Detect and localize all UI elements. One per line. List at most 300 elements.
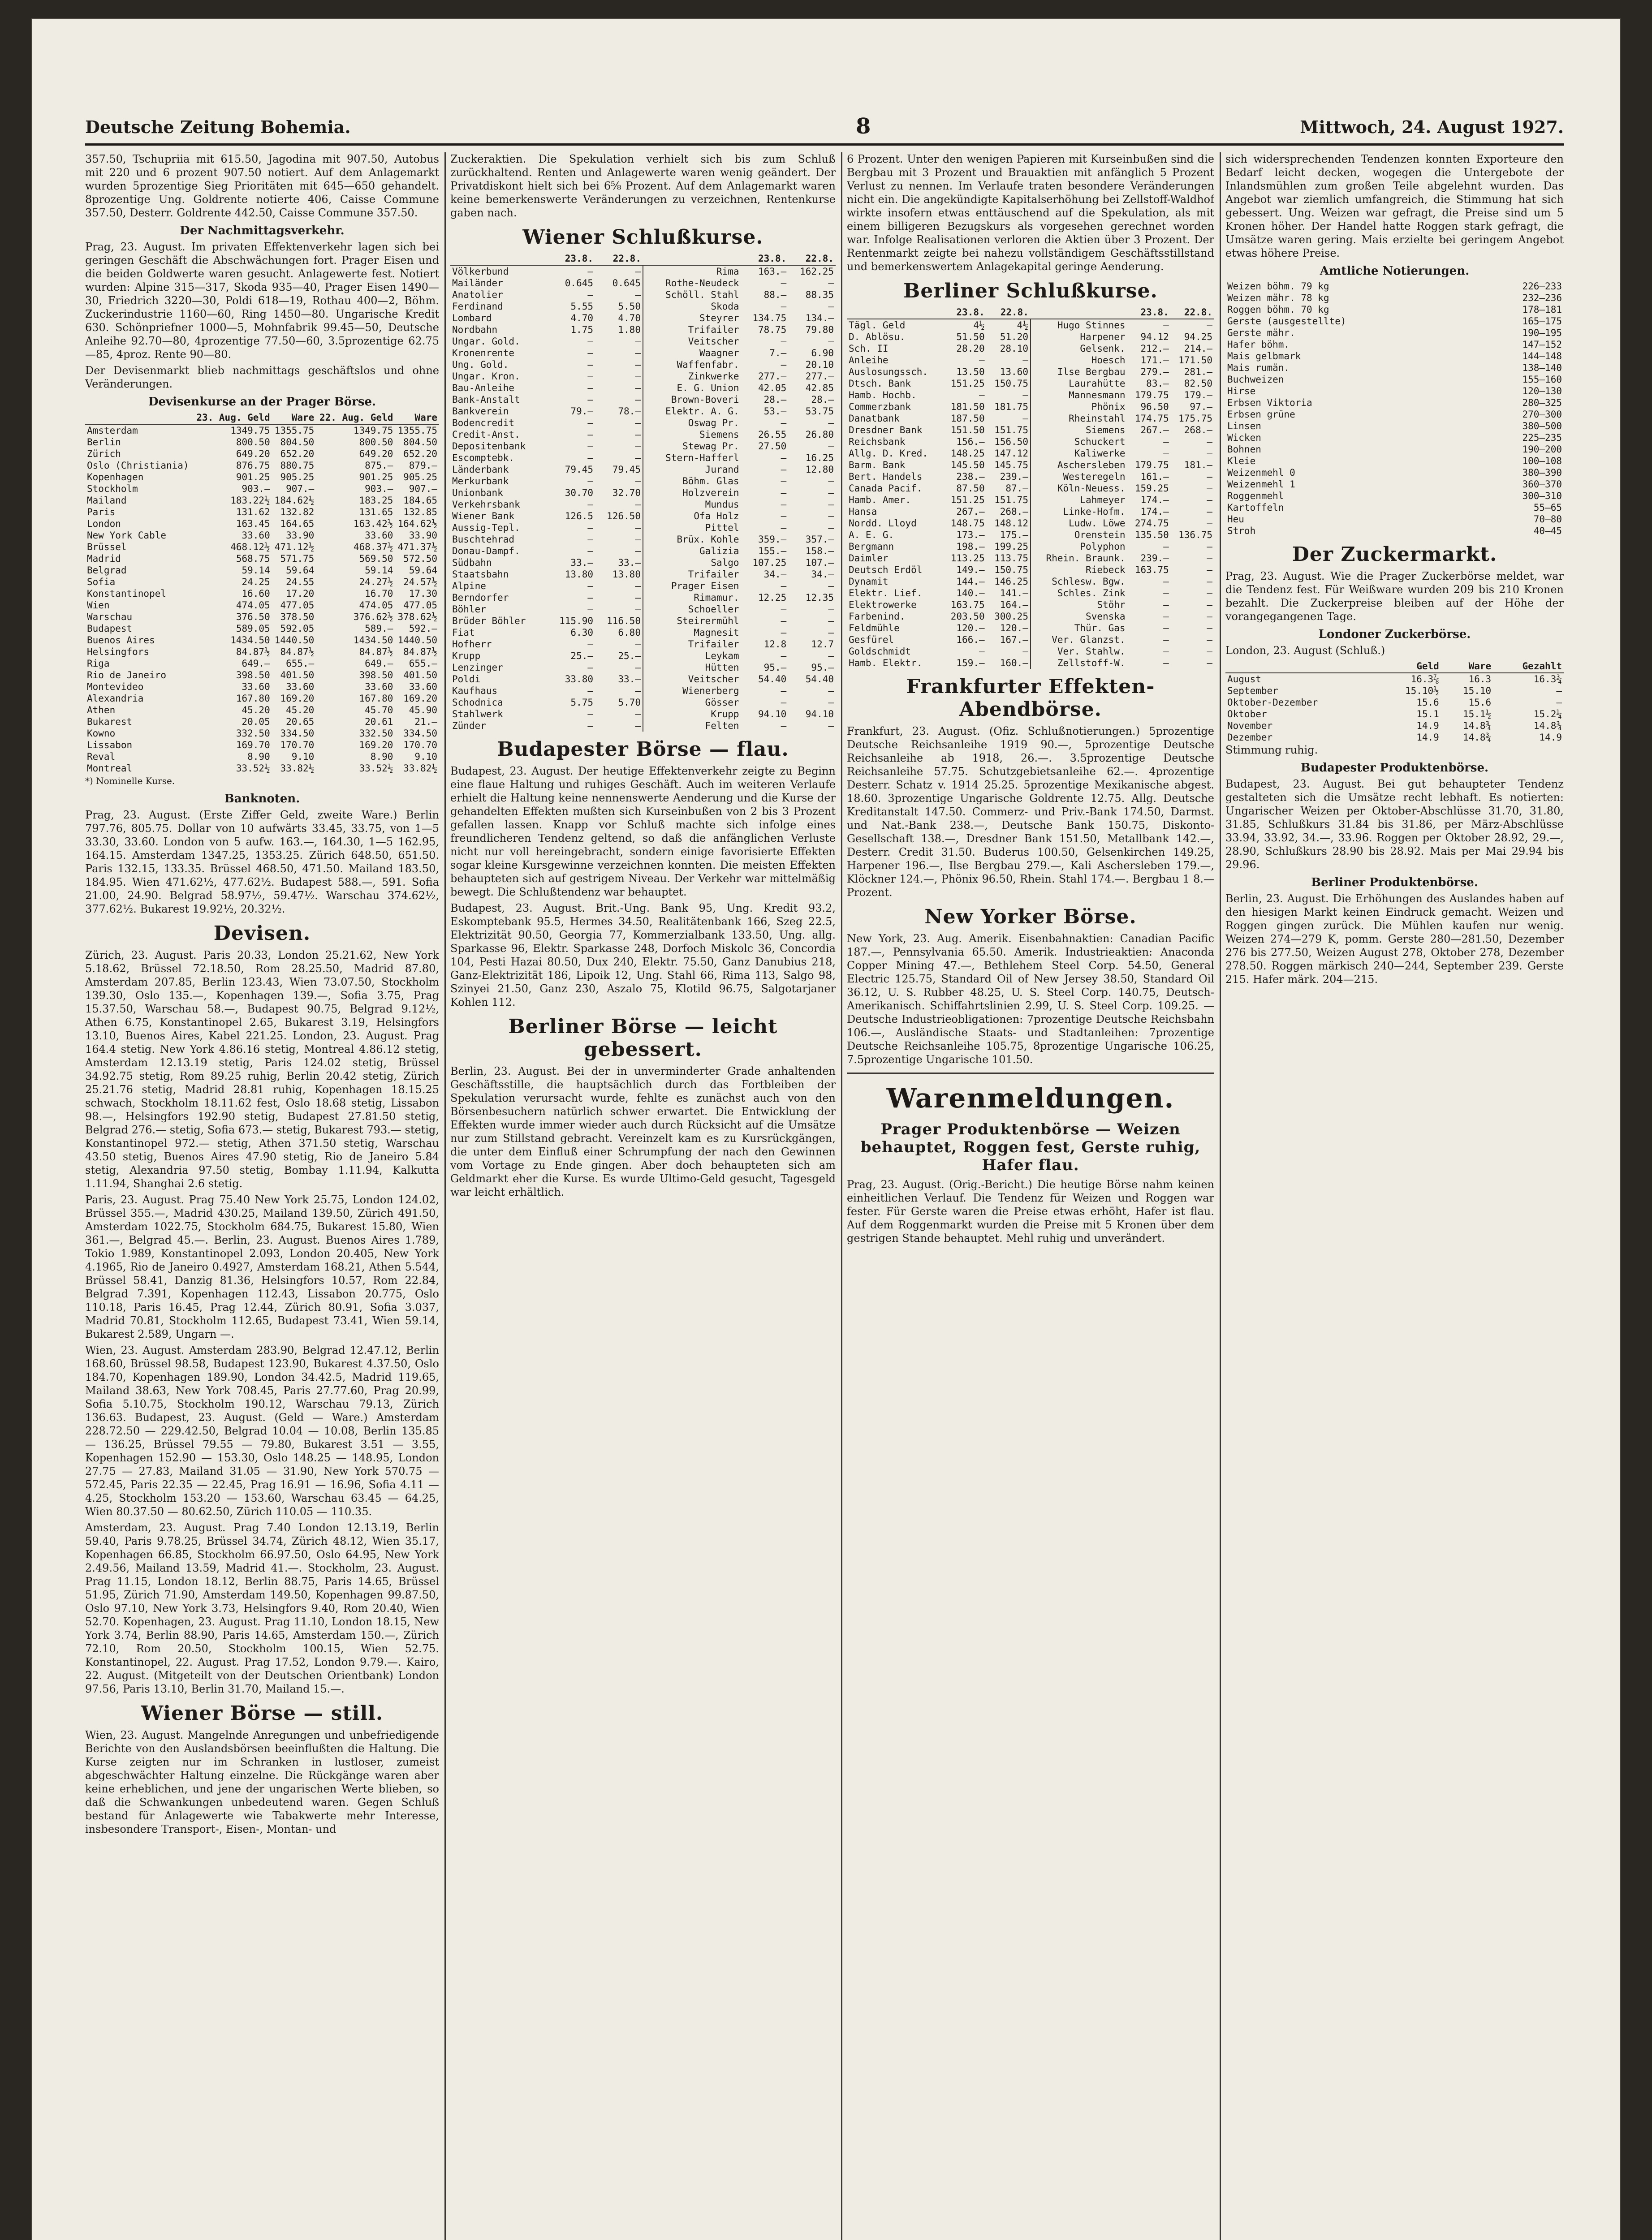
table-header-cell xyxy=(85,411,193,424)
table-row xyxy=(450,603,836,615)
table-cell: November xyxy=(1227,720,1273,731)
table-cell: — xyxy=(635,709,641,719)
article-text: Der Devisenmarkt blieb nachmittags geschäftslos und ohne Veränderungen. xyxy=(85,364,439,390)
table-cell: 232—236 xyxy=(1522,293,1562,303)
table-row xyxy=(450,708,836,720)
table-cell: 14.9 xyxy=(1539,732,1562,743)
table-row xyxy=(847,389,1214,401)
table-cell: 398.50 xyxy=(359,670,393,681)
table-cell: — xyxy=(587,639,593,650)
table-cell: — xyxy=(979,390,985,401)
table-cell: 28.20 xyxy=(956,343,985,354)
table-cell: 113.75 xyxy=(994,553,1028,564)
table-cell: — xyxy=(1207,634,1212,645)
table-cell: — xyxy=(635,522,641,533)
table-cell: 42.05 xyxy=(758,383,787,393)
table-cell: 149.— xyxy=(956,564,985,575)
table-row xyxy=(450,487,836,499)
table-cell: 24.27½ xyxy=(359,577,393,587)
table-cell: 800.50 xyxy=(236,437,270,448)
table-cell: 79.45 xyxy=(612,464,641,475)
table-cell: 131.65 xyxy=(359,507,393,517)
table-cell: — xyxy=(828,581,834,591)
table-cell: Gelsenk. xyxy=(1031,343,1127,354)
table-cell: Westeregeln xyxy=(1031,471,1127,482)
article-text: Amsterdam, 23. August. Prag 7.40 London 12.13.19, Berlin 59.40, Paris 9.78.25, Brüssel 34.74, Zürich 48.12, Wien 35.17, Kopenhagen 66.85, Stockholm 66.97.50, Oslo 64.95, New York 2.49.56, Mailand 13.59, Madrid 41.—. Stockholm, 23. August. Prag 11.15, London 18.12, Berlin 88.75, Paris 14.65, Brüssel 51.95, Zürich 71.90, Amsterdam 149.50, Kopenhagen 99.87.50, Oslo 97.10, New York 3.73, Helsingfors 9.40, Rom 20.40, Wien 52.70. Kopenhagen, 23. August. Prag 11.10, London 18.15, New York 3.74, Berlin 88.90, Paris 14.65, Amsterdam 150.—, Zürich 72.10, Rom 20.50, Stockholm 100.15, Wien 52.75. Konstantinopel, 22. August. Prag 17.52, London 9.79.—. Kairo, 22. August. (Mitgeteilt von der Deutschen Orientbank) London 97.56, Paris 13.10, Berlin 31.70, Mailand 15.—. xyxy=(85,1521,439,1695)
table-cell: — xyxy=(587,418,593,428)
table-row xyxy=(450,650,836,662)
table-cell: 876.75 xyxy=(236,460,270,471)
table-cell: 14.8¾ xyxy=(1462,720,1492,731)
table-header-cell: 22.8. xyxy=(987,306,1031,319)
article-text: Berlin, 23. August. Die Erhöhungen des Auslandes haben auf den hiesigen Markt keinen Eindruck gemacht. Weizen und Roggen gingen zurück. Die Mühlen kaufen nur wenig. Weizen 274—279 K, pomm. Gerste 280—281.50, Dezember 276 bis 277.50, Weizen August 278, Oktober 278, Dezember 278.50. Roggen märkisch 240—244, September 239. Gerste 215. Hafer märk. 204—215. xyxy=(1225,892,1564,986)
table-cell: Galizia xyxy=(643,545,741,557)
column-rule xyxy=(1220,152,1221,2240)
table-cell: Madrid xyxy=(87,553,121,564)
table-cell: — xyxy=(1207,599,1212,610)
table-header-cell: 23. Aug. Geld xyxy=(193,411,272,424)
table-header-cell: 23.8. xyxy=(1127,306,1171,319)
table-cell: 16.70 xyxy=(365,588,393,599)
table-cell: Daimler xyxy=(849,553,889,564)
table-cell: 16.3⅞ xyxy=(1410,674,1439,685)
table-row xyxy=(847,354,1214,366)
table-cell: — xyxy=(1022,646,1028,657)
table-cell: 187.50 xyxy=(950,413,985,424)
masthead xyxy=(85,108,1564,146)
table-cell: 94.10 xyxy=(758,709,787,719)
table-cell: 649.20 xyxy=(359,448,393,459)
table-cell: 4.70 xyxy=(570,313,593,323)
table-cell: 136.75 xyxy=(1178,530,1212,540)
table-cell: 54.40 xyxy=(805,674,834,685)
table-cell: — xyxy=(1163,320,1169,331)
table-cell: — xyxy=(828,650,834,661)
table-cell: 907.— xyxy=(286,483,315,494)
table-cell: — xyxy=(781,720,787,731)
table-cell: Heu xyxy=(1227,514,1244,525)
table-cell: 175.— xyxy=(1000,530,1028,540)
table-cell: Erbsen grüne xyxy=(1227,409,1295,420)
table-cell: — xyxy=(828,604,834,615)
table-cell: 138—140 xyxy=(1522,362,1562,373)
table-cell: — xyxy=(781,604,787,615)
section-heading: Wiener Börse — still. xyxy=(141,1702,384,1725)
table-cell: — xyxy=(635,581,641,591)
table-cell: 134.75 xyxy=(752,313,787,323)
table-cell: Ungar. Gold. xyxy=(452,336,520,347)
table-cell: 100—108 xyxy=(1522,456,1562,466)
section-heading: Prager Produktenbörse — Weizen behauptet, Roggen fest, Gerste ruhig, Hafer flau. xyxy=(860,1120,1201,1174)
table-cell: 107.25 xyxy=(752,557,787,568)
section-heading: Warenmeldungen. xyxy=(886,1083,1175,1114)
table-row xyxy=(85,658,439,669)
table-row xyxy=(847,482,1214,494)
table-cell: 1.80 xyxy=(618,324,641,335)
table-cell: 401.50 xyxy=(280,670,315,681)
table-cell: — xyxy=(1163,576,1169,587)
table-cell: — xyxy=(828,627,834,638)
table-cell: Riga xyxy=(87,658,110,669)
table-cell: Stahlwerk xyxy=(452,709,503,719)
table-header-cell: 23.8. xyxy=(741,252,789,265)
table-row xyxy=(847,587,1214,599)
table-cell: Kleie xyxy=(1227,456,1256,466)
table-cell: 8.90 xyxy=(370,751,393,762)
table-cell: — xyxy=(635,418,641,428)
table-cell: Farbenind. xyxy=(849,611,906,622)
table-cell: — xyxy=(1207,646,1212,657)
table-cell: Unionbank xyxy=(452,487,503,498)
table-cell: 34.— xyxy=(763,569,787,580)
table-cell: 97.— xyxy=(1190,401,1212,412)
table-cell: 477.05 xyxy=(403,600,437,611)
table-row xyxy=(450,382,836,394)
table-row xyxy=(450,592,836,603)
table-cell: Deutsch Erdöl xyxy=(849,564,923,575)
table-cell: 334.50 xyxy=(403,728,437,739)
table-cell: — xyxy=(1207,483,1212,494)
section-heading: Berliner Produktenbörse. xyxy=(1311,876,1478,889)
table-cell: — xyxy=(587,685,593,696)
table-cell: Escomptebk. xyxy=(452,452,515,463)
section-heading: Der Nachmittagsverkehr. xyxy=(180,224,345,237)
column-1 xyxy=(85,152,439,2240)
table-row xyxy=(847,448,1214,459)
table-cell: Oslo (Christiania) xyxy=(87,460,189,471)
table-cell: 179.75 xyxy=(1134,390,1169,401)
table-cell: Schlesw. Bgw. xyxy=(1031,576,1127,587)
table-cell: Linsen xyxy=(1227,421,1261,431)
table-cell: Belgrad xyxy=(87,565,127,576)
table-cell: 84.87½ xyxy=(280,646,315,657)
devisen-table xyxy=(85,411,439,774)
table-row xyxy=(1225,478,1564,490)
table-row xyxy=(847,471,1214,482)
table-cell: — xyxy=(587,429,593,440)
table-row xyxy=(847,331,1214,343)
table-row xyxy=(1225,420,1564,432)
table-cell: 33.90 xyxy=(409,530,437,541)
table-row xyxy=(847,366,1214,378)
table-cell: — xyxy=(1207,588,1212,599)
table-row xyxy=(847,343,1214,354)
table-cell: 879.— xyxy=(409,460,437,471)
section-heading: Berliner Schlußkurse. xyxy=(903,280,1158,302)
table-cell: 146.25 xyxy=(994,576,1028,587)
table-cell: Mailand xyxy=(87,495,127,506)
table-cell: — xyxy=(1207,611,1212,622)
table-cell: 1.75 xyxy=(570,324,593,335)
table-cell: — xyxy=(1556,697,1562,708)
table-cell: 150.75 xyxy=(994,564,1028,575)
table-cell: 1349.75 xyxy=(230,425,270,436)
table-row xyxy=(450,452,836,464)
table-cell: — xyxy=(828,511,834,521)
table-cell: 167.80 xyxy=(359,693,393,704)
table-cell: Lahmeyer xyxy=(1031,494,1127,506)
table-cell: — xyxy=(635,266,641,277)
table-cell: Reichsbank xyxy=(849,436,906,447)
table-cell: 55—65 xyxy=(1533,502,1562,513)
table-cell: 28.10 xyxy=(1000,343,1028,354)
table-cell: Pittel xyxy=(643,522,741,534)
table-cell: Harpener xyxy=(1031,331,1127,343)
table-cell: Tägl. Geld xyxy=(849,320,906,331)
table-cell: Skoda xyxy=(643,301,741,312)
table-row xyxy=(85,669,439,681)
table-cell: 144—148 xyxy=(1522,351,1562,362)
table-cell: 14.9 xyxy=(1416,732,1439,743)
table-cell: 79.— xyxy=(570,406,593,417)
table-cell: 277.— xyxy=(805,371,834,382)
table-cell: — xyxy=(1163,599,1169,610)
article-text: Prag, 23. August. Im privaten Effektenverkehr lagen sich bei geringen Geschäft die Abschwächungen fort. Prager Eisen und die beiden Goldwerte waren gesucht. Anlagewerte fest. Notiert wurden: Alpine 315—317, Skoda 935—40, Prager Eisen 1490—30, Friedrich 3220—30, Poldi 618—19, Rothau 400—2, Böhm. Zuckerindustrie 1160—60, Ring 1450—80. Ungarische Kredit 630. Schönpriefner 1000—5, Mohnfabrik 99.45—50, Deutsche Anleihe 92.70—80, 4prozentige 77.50—60, 3.5prozentige 62.75—85, 4proz. Rente 90—80. xyxy=(85,241,439,361)
table-cell: 800.50 xyxy=(359,437,393,448)
table-cell: — xyxy=(828,336,834,347)
table-row xyxy=(450,277,836,289)
section-heading: New Yorker Börse. xyxy=(924,905,1137,928)
table-cell: 804.50 xyxy=(280,437,315,448)
table-cell: — xyxy=(781,487,787,498)
table-cell: — xyxy=(587,441,593,452)
article-text: Prag, 23. August. (Orig.-Bericht.) Die heutige Börse nahm keinen einheitlichen Verlauf. Die Tendenz für Weizen und Roggen war fester. Für Gerste waren die Preise etwas erhöht, Hafer ist flau. Auf dem Roggenmarkt wurden die Preise mit 5 Kronen über dem gestrigen Stande behauptet. Mehl ruhig und unverändert. xyxy=(847,1178,1214,1245)
table-cell: Völkerbund xyxy=(452,266,509,277)
table-cell: — xyxy=(1163,646,1169,657)
table-cell: 30.70 xyxy=(565,487,593,498)
table-cell: 277.— xyxy=(758,371,787,382)
table-cell: Konstantinopel xyxy=(87,588,167,599)
table-cell: 150.75 xyxy=(994,378,1028,389)
table-cell: Polyphon xyxy=(1031,541,1127,552)
table-cell: Rheinstahl xyxy=(1031,413,1127,424)
table-cell: 12.80 xyxy=(805,464,834,475)
table-row xyxy=(85,518,439,530)
table-row xyxy=(847,541,1214,552)
table-cell: Trifailer xyxy=(643,638,741,650)
section-heading: Londoner Zuckerbörse. xyxy=(1318,628,1471,641)
table-cell: 59.14 xyxy=(242,565,270,576)
article-text: Budapest, 23. August. Bei gut behaupteter Tendenz gestalteten sich die Umsätze recht lebhaft. Es notierten: Ungarischer Weizen per Oktober-Abschlüsse 31.70, 31.80, 31.85, Schlußkurs 31.84 bis 31.86, per März-Abschlüsse 33.94, 33.92, 34.—, 33.96. Roggen per Oktober 28.92, 29.—, 28.90, Schlußkurs 28.90 bis 28.92. Mais per Mai 29.94 bis 29.96. xyxy=(1225,778,1564,871)
table-cell: 21.— xyxy=(414,716,437,727)
table-cell: 281.— xyxy=(1184,366,1212,377)
table-cell: 120—130 xyxy=(1522,386,1562,396)
table-cell: 94.25 xyxy=(1184,332,1212,342)
table-cell: 126.5 xyxy=(565,511,593,521)
table-cell: Ilse Bergbau xyxy=(1031,366,1127,378)
table-cell: Zünder xyxy=(452,720,486,731)
table-row xyxy=(450,429,836,440)
table-cell: 120.— xyxy=(1000,623,1028,633)
table-cell: Alpine xyxy=(452,581,486,591)
table-cell: — xyxy=(635,546,641,556)
table-cell: Oktober xyxy=(1227,709,1267,719)
table-cell: Amsterdam xyxy=(87,425,138,436)
table-cell: 33.60 xyxy=(286,681,315,692)
table-cell: Orenstein xyxy=(1031,529,1127,541)
table-cell: 190—195 xyxy=(1522,327,1562,338)
table-cell: Bergmann xyxy=(849,541,894,552)
table-cell: — xyxy=(828,720,834,731)
table-cell: 113.25 xyxy=(950,553,985,564)
table-header-cell: 23.8. xyxy=(943,306,986,319)
table-cell: — xyxy=(587,604,593,615)
table-row xyxy=(85,541,439,553)
table-cell: 649.20 xyxy=(236,448,270,459)
table-cell: 145.50 xyxy=(950,460,985,470)
table-cell: 239.— xyxy=(1140,553,1169,564)
table-row xyxy=(847,646,1214,657)
table-cell: Wien xyxy=(87,600,110,611)
table-cell: — xyxy=(1207,541,1212,552)
table-cell: 167.80 xyxy=(236,693,270,704)
table-cell: Rio de Janeiro xyxy=(87,670,167,681)
table-cell: 171.50 xyxy=(1178,355,1212,366)
table-cell: Sofia xyxy=(87,577,116,587)
table-cell: 901.25 xyxy=(359,472,393,482)
table-cell: 179.— xyxy=(1184,390,1212,401)
table-cell: 25.— xyxy=(618,650,641,661)
table-cell: — xyxy=(1556,685,1562,696)
table-cell: 270—300 xyxy=(1522,409,1562,420)
table-cell: Oswag Pr. xyxy=(643,417,741,429)
table-row xyxy=(1225,350,1564,362)
table-cell: 474.05 xyxy=(359,600,393,611)
table-row xyxy=(1225,362,1564,374)
table-cell: — xyxy=(635,441,641,452)
table-cell: 163.45 xyxy=(236,518,270,529)
table-cell: 132.82 xyxy=(280,507,315,517)
table-cell: 334.50 xyxy=(280,728,315,739)
table-cell: — xyxy=(635,452,641,463)
table-row xyxy=(847,494,1214,506)
table-cell: Weizen böhm. 79 kg xyxy=(1227,281,1329,292)
table-cell: 171.— xyxy=(1140,355,1169,366)
table-cell: 589.— xyxy=(365,623,393,634)
table-cell: 169.20 xyxy=(359,740,393,750)
table-cell: — xyxy=(1207,576,1212,587)
table-cell: — xyxy=(1207,495,1212,505)
table-header-cell xyxy=(1225,660,1380,673)
table-cell: — xyxy=(1163,611,1169,622)
table-cell: 357.— xyxy=(805,534,834,545)
article-text: Wien, 23. August. Mangelnde Anregungen und unbefriedigende Berichte von den Auslandsbörsen beeinflußten die Haltung. Die Kurse zeigten nur im Schranken in lustloser, zumeist abgeschwächter Haltung einzelne. Die Rückgänge waren aber keine erheblichen, und jene der ungarischen Werte blieben, so daß die Schwankungen unbedeutend waren. Gegen Schluß bestand für Anlagewerte wie Tabakwerte mehr Interesse, insbesondere Transport-, Eisen-, Montan- und xyxy=(85,1729,439,1835)
table-cell: Weizenmehl 0 xyxy=(1227,467,1295,478)
table-cell: Hansa xyxy=(849,506,877,517)
table-cell: — xyxy=(1207,518,1212,529)
table-cell: 1355.75 xyxy=(397,425,437,436)
table-cell: Verkehrsbank xyxy=(452,499,520,510)
table-cell: New York Cable xyxy=(87,530,167,541)
table-cell: — xyxy=(781,581,787,591)
table-cell: 33.60 xyxy=(365,681,393,692)
table-row xyxy=(1225,432,1564,444)
table-cell: 12.25 xyxy=(758,592,787,603)
table-cell: 135.50 xyxy=(1134,530,1169,540)
table-cell: D. Ablösu. xyxy=(849,332,906,342)
table-cell: 59.64 xyxy=(409,565,437,576)
table-cell: Aussig-Tepl. xyxy=(452,522,520,533)
table-header-cell: 23.8. xyxy=(548,252,595,265)
table-cell: 87.— xyxy=(1005,483,1028,494)
table-row xyxy=(85,762,439,774)
table-cell: — xyxy=(635,394,641,405)
table-cell: — xyxy=(781,650,787,661)
table-cell: 880.75 xyxy=(280,460,315,471)
table-cell: 78.— xyxy=(618,406,641,417)
table-cell: 33.— xyxy=(618,557,641,568)
table-cell: 160.— xyxy=(1000,658,1028,668)
table-cell: 5.55 xyxy=(570,301,593,312)
table-cell: — xyxy=(635,359,641,370)
table-cell: — xyxy=(1163,541,1169,552)
table-cell: 1355.75 xyxy=(274,425,315,436)
table-cell: 156.50 xyxy=(994,436,1028,447)
table-cell: 163.42½ xyxy=(353,518,393,529)
table-cell: 13.80 xyxy=(612,569,641,580)
table-cell: — xyxy=(828,418,834,428)
table-cell: Bukarest xyxy=(87,716,133,727)
table-cell: Brüx. Kohle xyxy=(643,534,741,545)
table-cell: 94.12 xyxy=(1140,332,1169,342)
table-row xyxy=(450,324,836,336)
table-cell: 42.85 xyxy=(805,383,834,393)
table-cell: Wiener Bank xyxy=(452,511,515,521)
table-cell: 132.85 xyxy=(403,507,437,517)
table-cell: — xyxy=(828,441,834,452)
table-cell: 34.— xyxy=(811,569,834,580)
table-cell: 380—500 xyxy=(1522,421,1562,431)
table-cell: 471.37½ xyxy=(397,542,437,552)
table-cell: 15.10½ xyxy=(1405,685,1439,696)
table-row xyxy=(85,739,439,751)
table-cell: Trifailer xyxy=(643,569,741,580)
table-cell: Erbsen Viktoria xyxy=(1227,397,1312,408)
table-cell: 33.60 xyxy=(242,530,270,541)
table-cell: — xyxy=(587,709,593,719)
section-heading: Der Zuckermarkt. xyxy=(1292,543,1497,566)
table-cell: Depositenbank xyxy=(452,441,526,452)
table-cell: — xyxy=(781,522,787,533)
table-row xyxy=(450,301,836,312)
table-cell: Ferdinand xyxy=(452,301,503,312)
table-cell: 169.70 xyxy=(236,740,270,750)
table-cell: 471.12½ xyxy=(274,542,315,552)
table-cell: — xyxy=(781,697,787,708)
article-text: London, 23. August (Schluß.) xyxy=(1225,644,1385,657)
table-cell: 268.— xyxy=(1184,425,1212,435)
section-heading: Wiener Schlußkurse. xyxy=(522,226,763,249)
table-cell: 169.20 xyxy=(403,693,437,704)
table-row xyxy=(1225,513,1564,525)
table-row xyxy=(450,312,836,324)
table-cell: 16.60 xyxy=(242,588,270,599)
table-cell: Südbahn xyxy=(452,557,492,568)
table-row xyxy=(1225,502,1564,513)
article-text: sich widersprechenden Tendenzen konnten Exporteure den Bedarf leicht decken, wogegen die Untergebote der Inlandsmühlen zum großen Teile abgelehnt wurden. Das Angebot war ziemlich umfangreich, die Stimmung hat sich gebessert. Ung. Weizen war gefragt, die Preise sind um 5 Kronen höher. Der Handel hatte Roggen stark gefragt, die Umsätze waren gering. Mais erzielte bei geringem Angebot etwas höhere Preise. xyxy=(1225,153,1564,259)
table-cell: 25.— xyxy=(570,650,593,661)
table-cell: 174.— xyxy=(1140,495,1169,505)
table-cell: Krupp xyxy=(452,650,481,661)
table-cell: 26.55 xyxy=(758,429,787,440)
table-cell: 14.8¾ xyxy=(1462,732,1492,743)
table-cell: 12.35 xyxy=(805,592,834,603)
table-cell: 79.80 xyxy=(805,324,834,335)
table-header-cell: Ware xyxy=(1441,660,1493,673)
table-cell: 32.70 xyxy=(612,487,641,498)
table-cell: Auslosungssch. xyxy=(849,366,928,377)
table-row xyxy=(85,460,439,471)
